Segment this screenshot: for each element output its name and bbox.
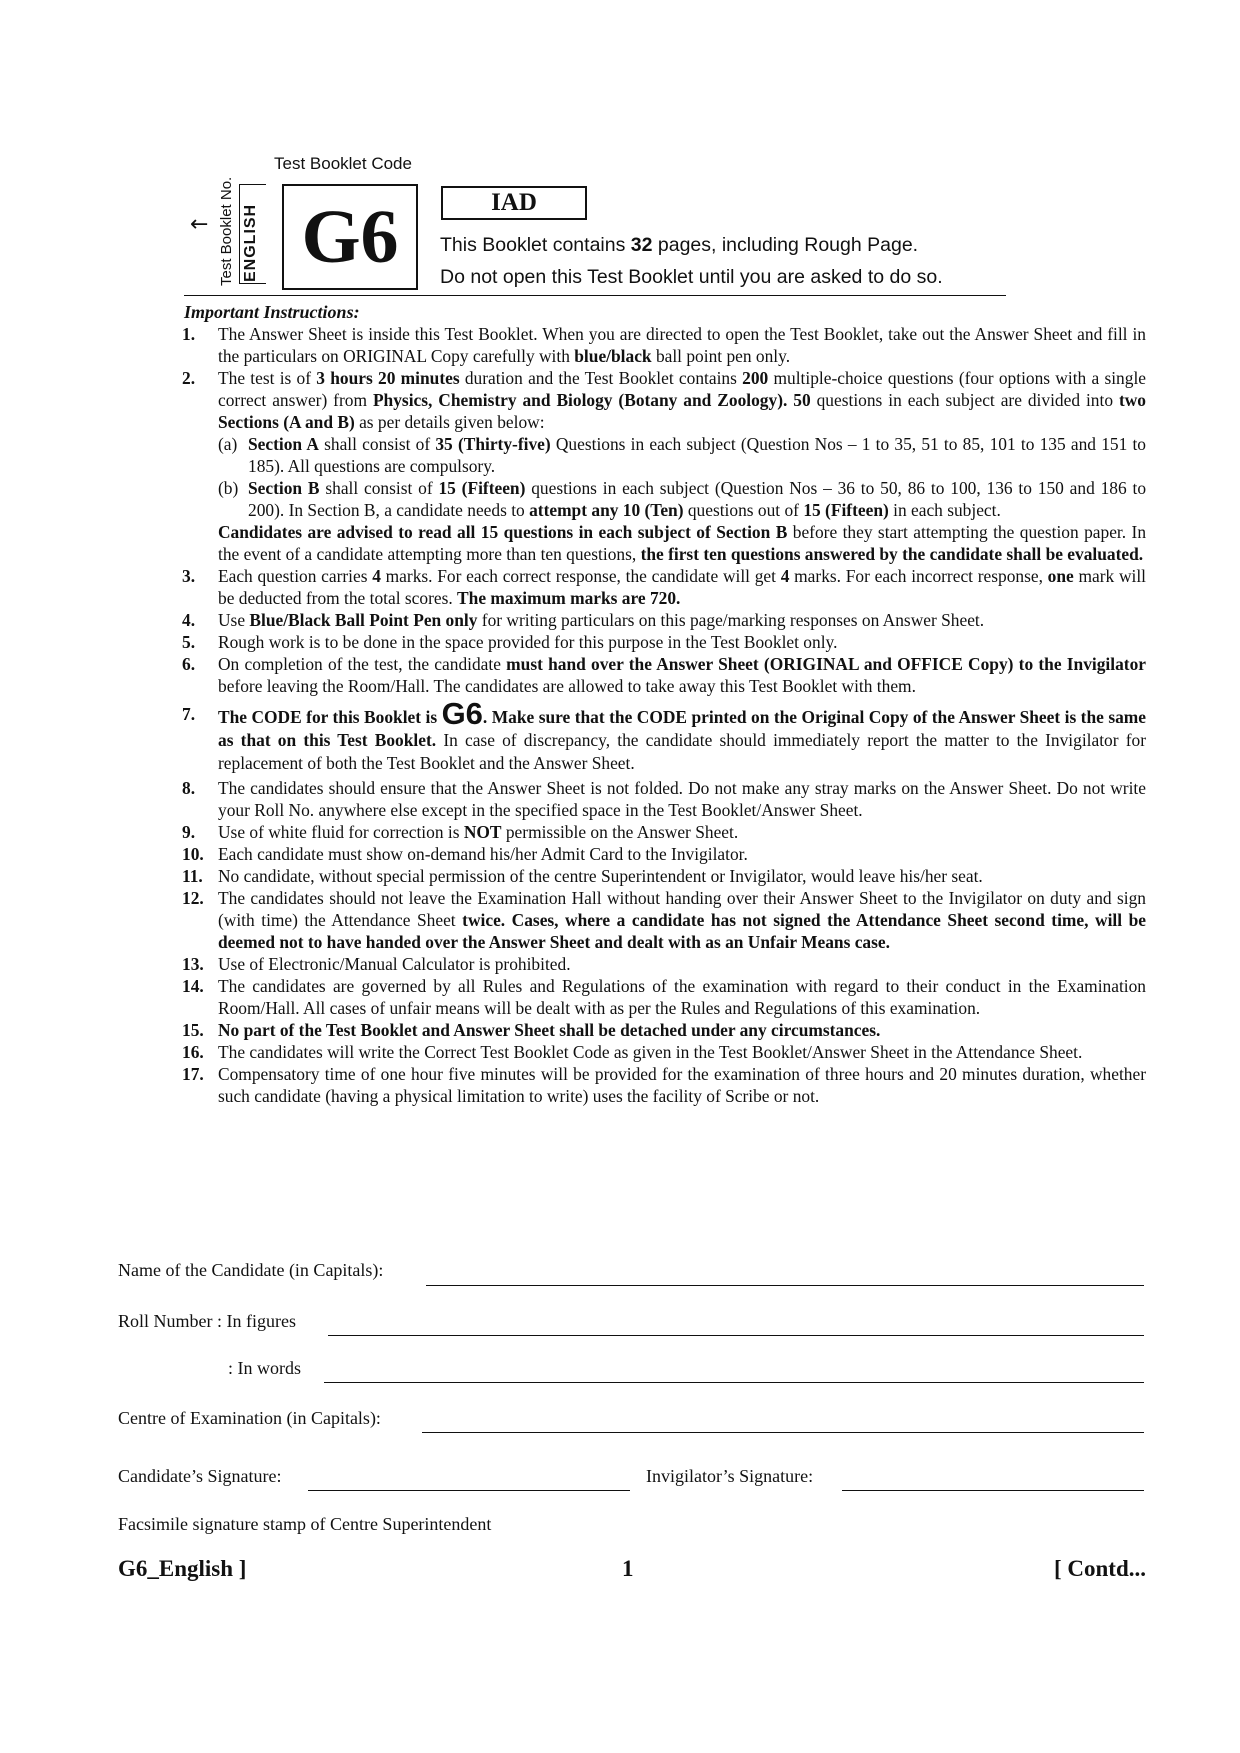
instruction-subitem: (a) Section A shall consist of 35 (Thirty-five) Questions in each subject (Question Nos – 1 to 35, 51 to 85, 101 to 135 and 151 to 185). All questions are compulsory.	[218, 434, 1147, 476]
booklet-code-label: Test Booklet Code	[274, 154, 412, 173]
invigilator-signature-field[interactable]	[842, 1490, 1144, 1491]
booklet-number-label: Test Booklet No.	[218, 176, 235, 286]
exam-centre-label: Centre of Examination (in Capitals):	[118, 1408, 381, 1428]
do-not-open-note: Do not open this Test Booklet until you are asked to do so.	[440, 266, 943, 288]
candidate-name-label: Name of the Candidate (in Capitals):	[118, 1260, 384, 1280]
inline-code: G6	[441, 696, 483, 731]
instructions-title: Important Instructions:	[184, 302, 360, 322]
instruction-subitem: (b) Section B shall consist of 15 (Fifteen) questions in each subject (Question Nos – 36 to 50, 86 to 100, 136 to 150 and 186 to 200). In Section B, a candidate needs to attempt any 10 (Ten) questions out of 15 (Fifteen) in each subject.	[218, 478, 1147, 520]
instruction-item: 2. The test is of 3 hours 20 minutes duration and the Test Booklet contains 200 multiple-choice questions (four options with a single correct answer) from Physics, Chemistry and Biology (Botany and Zoology). 50 questions in each subject are divided into two Sections (A and B) as per details given below: (a) Section A shall consist of 35 (Thirty-five) Questions in each subject (Question Nos – 1 to 35, 51 to 85, 101 to 135 and 151 to 185). All questions are compulsory. (b) Section B shall consist of 15 (Fifteen) questions in each subject (Question Nos – 36 to 50, 86 to 100, 136 to 150 and 186 to 200). In Section B, a candidate needs to attempt any 10 (Ten) questions out of 15 (Fifteen) in each subject. Candidates are advised to read all 15 questions in each subject of Section B before they start attempting the question paper. In the event of a candidate attempting more than ten questions, the first ten questions answered by the candidate shall be evaluated.	[182, 368, 1147, 564]
page-number: 1	[622, 1556, 634, 1581]
series-code-box: IAD	[441, 186, 587, 220]
candidate-signature-label: Candidate’s Signature:	[118, 1466, 282, 1486]
invigilator-signature-label: Invigilator’s Signature:	[646, 1466, 814, 1486]
instruction-item: 12. The candidates should not leave the Examination Hall without handing over their Answer Sheet to the Invigilator on duty and sign (with time) the Attendance Sheet twice. Cases, where a candidate has not signed the Attendance Sheet second time, will be deemed not to have handed over the Answer Sheet and dealt with as an Unfair Means case.	[182, 888, 1146, 952]
candidate-name-field[interactable]	[426, 1285, 1144, 1286]
footer-booklet-id: G6_English ]	[118, 1556, 247, 1581]
instruction-item: 6. On completion of the test, the candidate must hand over the Answer Sheet (ORIGINAL and OFFICE Copy) to the Invigilator before leaving the Room/Hall. The candidates are allowed to take away this Test Booklet with them.	[182, 654, 1146, 696]
instruction-item: 1. The Answer Sheet is inside this Test Booklet. When you are directed to open the Test Booklet, take out the Answer Sheet and fill in the particulars on ORIGINAL Copy carefully with blue/black ball point pen only.	[182, 324, 1146, 366]
instructions-list	[182, 323, 1146, 1107]
instruction-item: 9. Use of white fluid for correction is NOT permissible on the Answer Sheet.	[182, 822, 739, 842]
language-label: ENGLISH	[242, 203, 259, 282]
instruction-item: 11. No candidate, without special permission of the centre Superintendent or Invigilator, would leave his/her seat.	[182, 866, 983, 886]
instruction-item: 10. Each candidate must show on-demand his/her Admit Card to the Invigilator.	[182, 844, 748, 864]
candidate-signature-field[interactable]	[308, 1490, 630, 1491]
roll-figures-field[interactable]	[328, 1335, 1144, 1336]
instruction-item: 15. No part of the Test Booklet and Answer Sheet shall be detached under any circumstances.	[182, 1020, 881, 1040]
instruction-item: 4. Use Blue/Black Ball Point Pen only for writing particulars on this page/marking responses on Answer Sheet.	[182, 610, 985, 630]
roll-words-label: : In words	[228, 1358, 301, 1378]
left-arrow-icon: ←	[190, 212, 209, 237]
pages-note: This Booklet contains 32 pages, including Rough Page.	[440, 234, 919, 256]
header-divider	[184, 295, 1006, 296]
instruction-item: 7. The CODE for this Booklet is G6. Make sure that the CODE printed on the Original Copy of the Answer Sheet is the same as that on this Test Booklet. In case of discrepancy, the candidate should immediately report the matter to the Invigilator for replacement of both the Test Booklet and the Answer Sheet.	[182, 696, 1146, 773]
footer-continued: [ Contd...	[1053, 1556, 1146, 1581]
instruction-item: 8. The candidates should ensure that the Answer Sheet is not folded. Do not make any stray marks on the Answer Sheet. Do not write your Roll No. anywhere else except in the specified space in the Test Booklet/Answer Sheet.	[182, 778, 1146, 820]
instruction-item: 14. The candidates are governed by all Rules and Regulations of the examination with regard to their conduct in the Examination Room/Hall. All cases of unfair means will be dealt with as per the Rules and Regulations of this examination.	[182, 976, 1146, 1018]
exam-centre-field[interactable]	[422, 1432, 1144, 1433]
booklet-code-box: G6	[282, 184, 418, 290]
roll-words-field[interactable]	[324, 1382, 1144, 1383]
instruction-item: 16. The candidates will write the Correct Test Booklet Code as given in the Test Booklet/Answer Sheet in the Attendance Sheet.	[182, 1042, 1083, 1062]
roll-figures-label: Roll Number : In figures	[118, 1311, 296, 1331]
instruction-item: 3. Each question carries 4 marks. For each correct response, the candidate will get 4 marks. For each incorrect response, one mark will be deducted from the total scores. The maximum marks are 720.	[182, 566, 1146, 608]
instruction-item: 5. Rough work is to be done in the space provided for this purpose in the Test Booklet only.	[182, 632, 838, 652]
instruction-item: 17. Compensatory time of one hour five minutes will be provided for the examination of three hours and 20 minutes duration, whether such candidate (having a physical limitation to write) uses the facility of Scribe or not.	[182, 1064, 1146, 1106]
instruction-item: 13. Use of Electronic/Manual Calculator is prohibited.	[182, 954, 571, 974]
facsimile-stamp-label: Facsimile signature stamp of Centre Superintendent	[118, 1514, 492, 1534]
